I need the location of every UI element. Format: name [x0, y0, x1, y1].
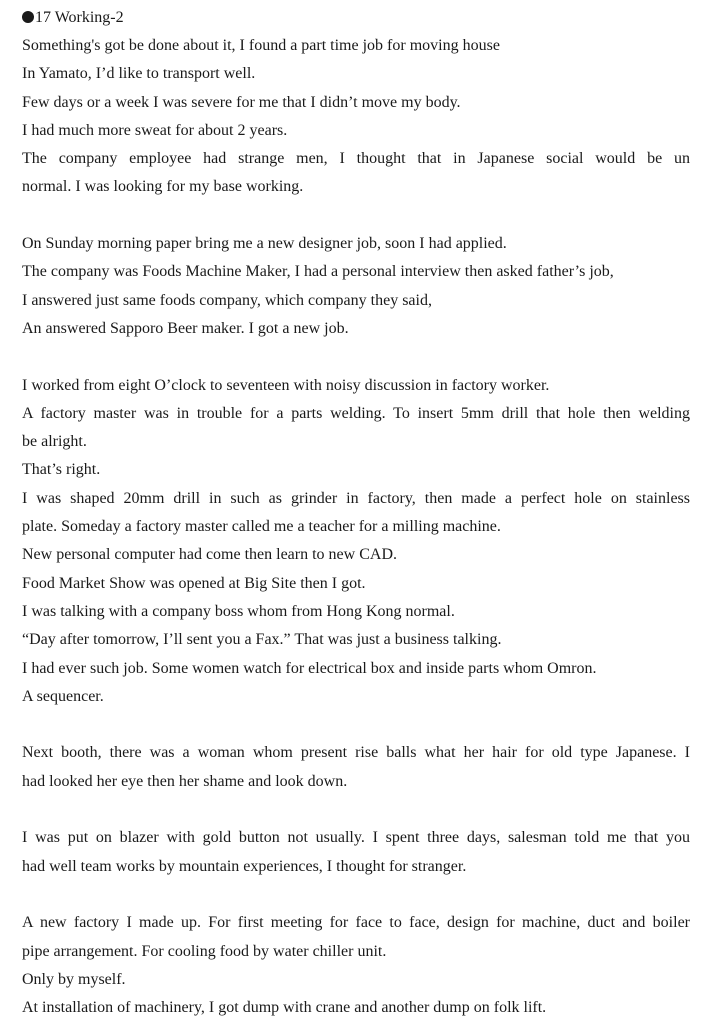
text-line: I had much more sweat for about 2 years.	[22, 121, 288, 139]
text-line: Food Market Show was opened at Big Site then I got.	[22, 574, 366, 592]
text-line: I was shaped 20mm drill in such as grinder in factory, then made a perfect hole on stainless	[22, 489, 690, 507]
text-line: That’s right.	[22, 461, 101, 479]
text-line: In Yamato, I’d like to transport well.	[22, 65, 256, 83]
text-line: be alright.	[22, 433, 87, 451]
text-line: New personal computer had come then learn to new CAD.	[22, 546, 397, 564]
text-line: I was talking with a company boss whom from Hong Kong normal.	[22, 602, 455, 620]
text-line: I answered just same foods company, which company they said,	[22, 291, 432, 309]
text-line: At installation of machinery, I got dump with crane and another dump on folk lift.	[22, 999, 547, 1017]
paragraph	[22, 824, 690, 881]
paragraph-gap	[22, 711, 690, 739]
paragraph-gap	[22, 881, 690, 909]
text-line: had looked her eye then her shame and look down.	[22, 772, 348, 790]
text-line: Only by myself.	[22, 970, 126, 988]
text-line: An answered Sapporo Beer maker. I got a new job.	[22, 319, 349, 337]
document-body	[22, 32, 690, 1022]
text-line: The company employee had strange men, I thought that in Japanese social would be un	[22, 150, 690, 168]
text-line: plate. Someday a factory master called me a teacher for a milling machine.	[22, 518, 501, 536]
text-line: normal. I was looking for my base working.	[22, 178, 304, 196]
section-title-text: 17 Working-2	[35, 9, 124, 26]
text-line: The company was Foods Machine Maker, I had a personal interview then asked father’s job,	[22, 263, 614, 281]
paragraph-gap	[22, 343, 690, 371]
section-title	[22, 4, 690, 32]
paragraph	[22, 230, 690, 343]
text-line: A new factory I made up. For first meeting for face to face, design for machine, duct and boiler	[22, 914, 690, 932]
paragraph-gap	[22, 202, 690, 230]
text-line: A sequencer.	[22, 687, 104, 705]
paragraph	[22, 372, 690, 712]
text-line: had well team works by mountain experiences, I thought for stranger.	[22, 857, 467, 875]
paragraph	[22, 32, 690, 202]
text-line: Next booth, there was a woman whom present rise balls what her hair for old type Japanese. I	[22, 744, 690, 762]
text-line: I was put on blazer with gold button not usually. I spent three days, salesman told me that you	[22, 829, 690, 847]
text-line: “Day after tomorrow, I’ll sent you a Fax.” That was just a business talking.	[22, 631, 502, 649]
paragraph	[22, 739, 690, 796]
paragraph-gap	[22, 796, 690, 824]
text-line: Something's got be done about it, I found a part time job for moving house	[22, 37, 500, 54]
document-page	[22, 4, 690, 1022]
text-line: Few days or a week I was severe for me that I didn’t move my body.	[22, 93, 461, 111]
text-line: pipe arrangement. For cooling food by water chiller unit.	[22, 942, 387, 960]
text-line: I had ever such job. Some women watch for electrical box and inside parts whom Omron.	[22, 659, 597, 677]
text-line: I worked from eight O’clock to seventeen with noisy discussion in factory worker.	[22, 376, 550, 394]
bullet-icon	[22, 11, 34, 23]
paragraph	[22, 909, 690, 1022]
text-line: On Sunday morning paper bring me a new designer job, soon I had applied.	[22, 235, 507, 253]
text-line: A factory master was in trouble for a parts welding. To insert 5mm drill that hole then welding	[22, 404, 690, 422]
